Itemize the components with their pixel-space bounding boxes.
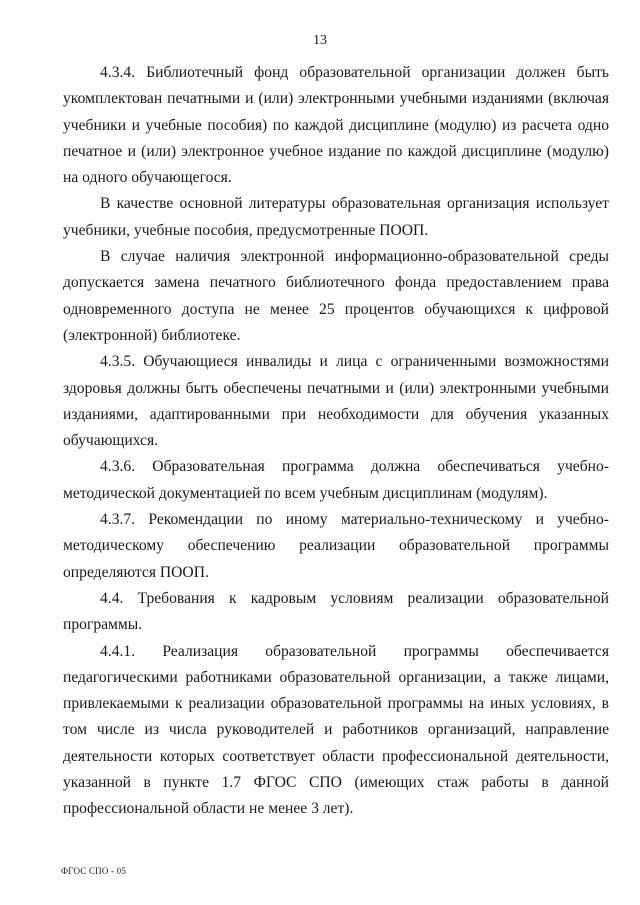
paragraph-4-3-5: 4.3.5. Обучающиеся инвалиды и лица с ограниченными возможностями здоровья должны быть обеспечены печатными и (или) электронными учебными изданиями, адаптированными при необходимости для обучения указанных обучающихся.	[63, 353, 609, 450]
paragraph-4-3-7: 4.3.7. Рекомендации по иному материально-техническому и учебно-методическому обеспечению реализации образовательной программы определяются ПООП.	[63, 511, 609, 581]
paragraph-4-4: 4.4. Требования к кадровым условиям реализации образовательной программы.	[63, 589, 609, 634]
footer-code: ФГОС СПО - 05	[61, 866, 127, 876]
page-number: 13	[313, 33, 327, 48]
paragraph-electronic-environment: В случае наличия электронной информационно-образовательной среды допускается замена печатного библиотечного фонда предоставлением права одновременного доступа не менее 25 процентов обучающихся к цифровой (электронной) библиотеке.	[63, 248, 609, 344]
paragraph-4-4-1: 4.4.1. Реализация образовательной программы обеспечивается педагогическими работниками образовательной организации, а также лицами, привлекаемыми к реализации образовательной программы на иных условиях, в том числе из числа руководителей и работников организаций, направление деятельности которых соответствует области профессиональной деятельности, указанной в пункте 1.7 ФГОС СПО (имеющих стаж работы в данной профессиональной области не менее 3 лет).	[63, 642, 609, 818]
document-body	[63, 60, 609, 823]
paragraph-4-3-6: 4.3.6. Образовательная программа должна обеспечиваться учебно-методической документацией по всем учебным дисциплинам (модулям).	[63, 458, 609, 502]
paragraph-4-3-4: 4.3.4. Библиотечный фонд образовательной организации должен быть укомплектован печатными и (или) электронными учебными изданиями (включая учебники и учебные пособия) по каждой дисциплине (модулю) из расчета одно печатное и (или) электронное учебное издание по каждой дисциплине (модулю) на одного обучающегося.	[63, 64, 609, 187]
paragraph-main-literature: В качестве основной литературы образовательная организация использует учебники, учебные пособия, предусмотренные ПООП.	[63, 195, 609, 239]
